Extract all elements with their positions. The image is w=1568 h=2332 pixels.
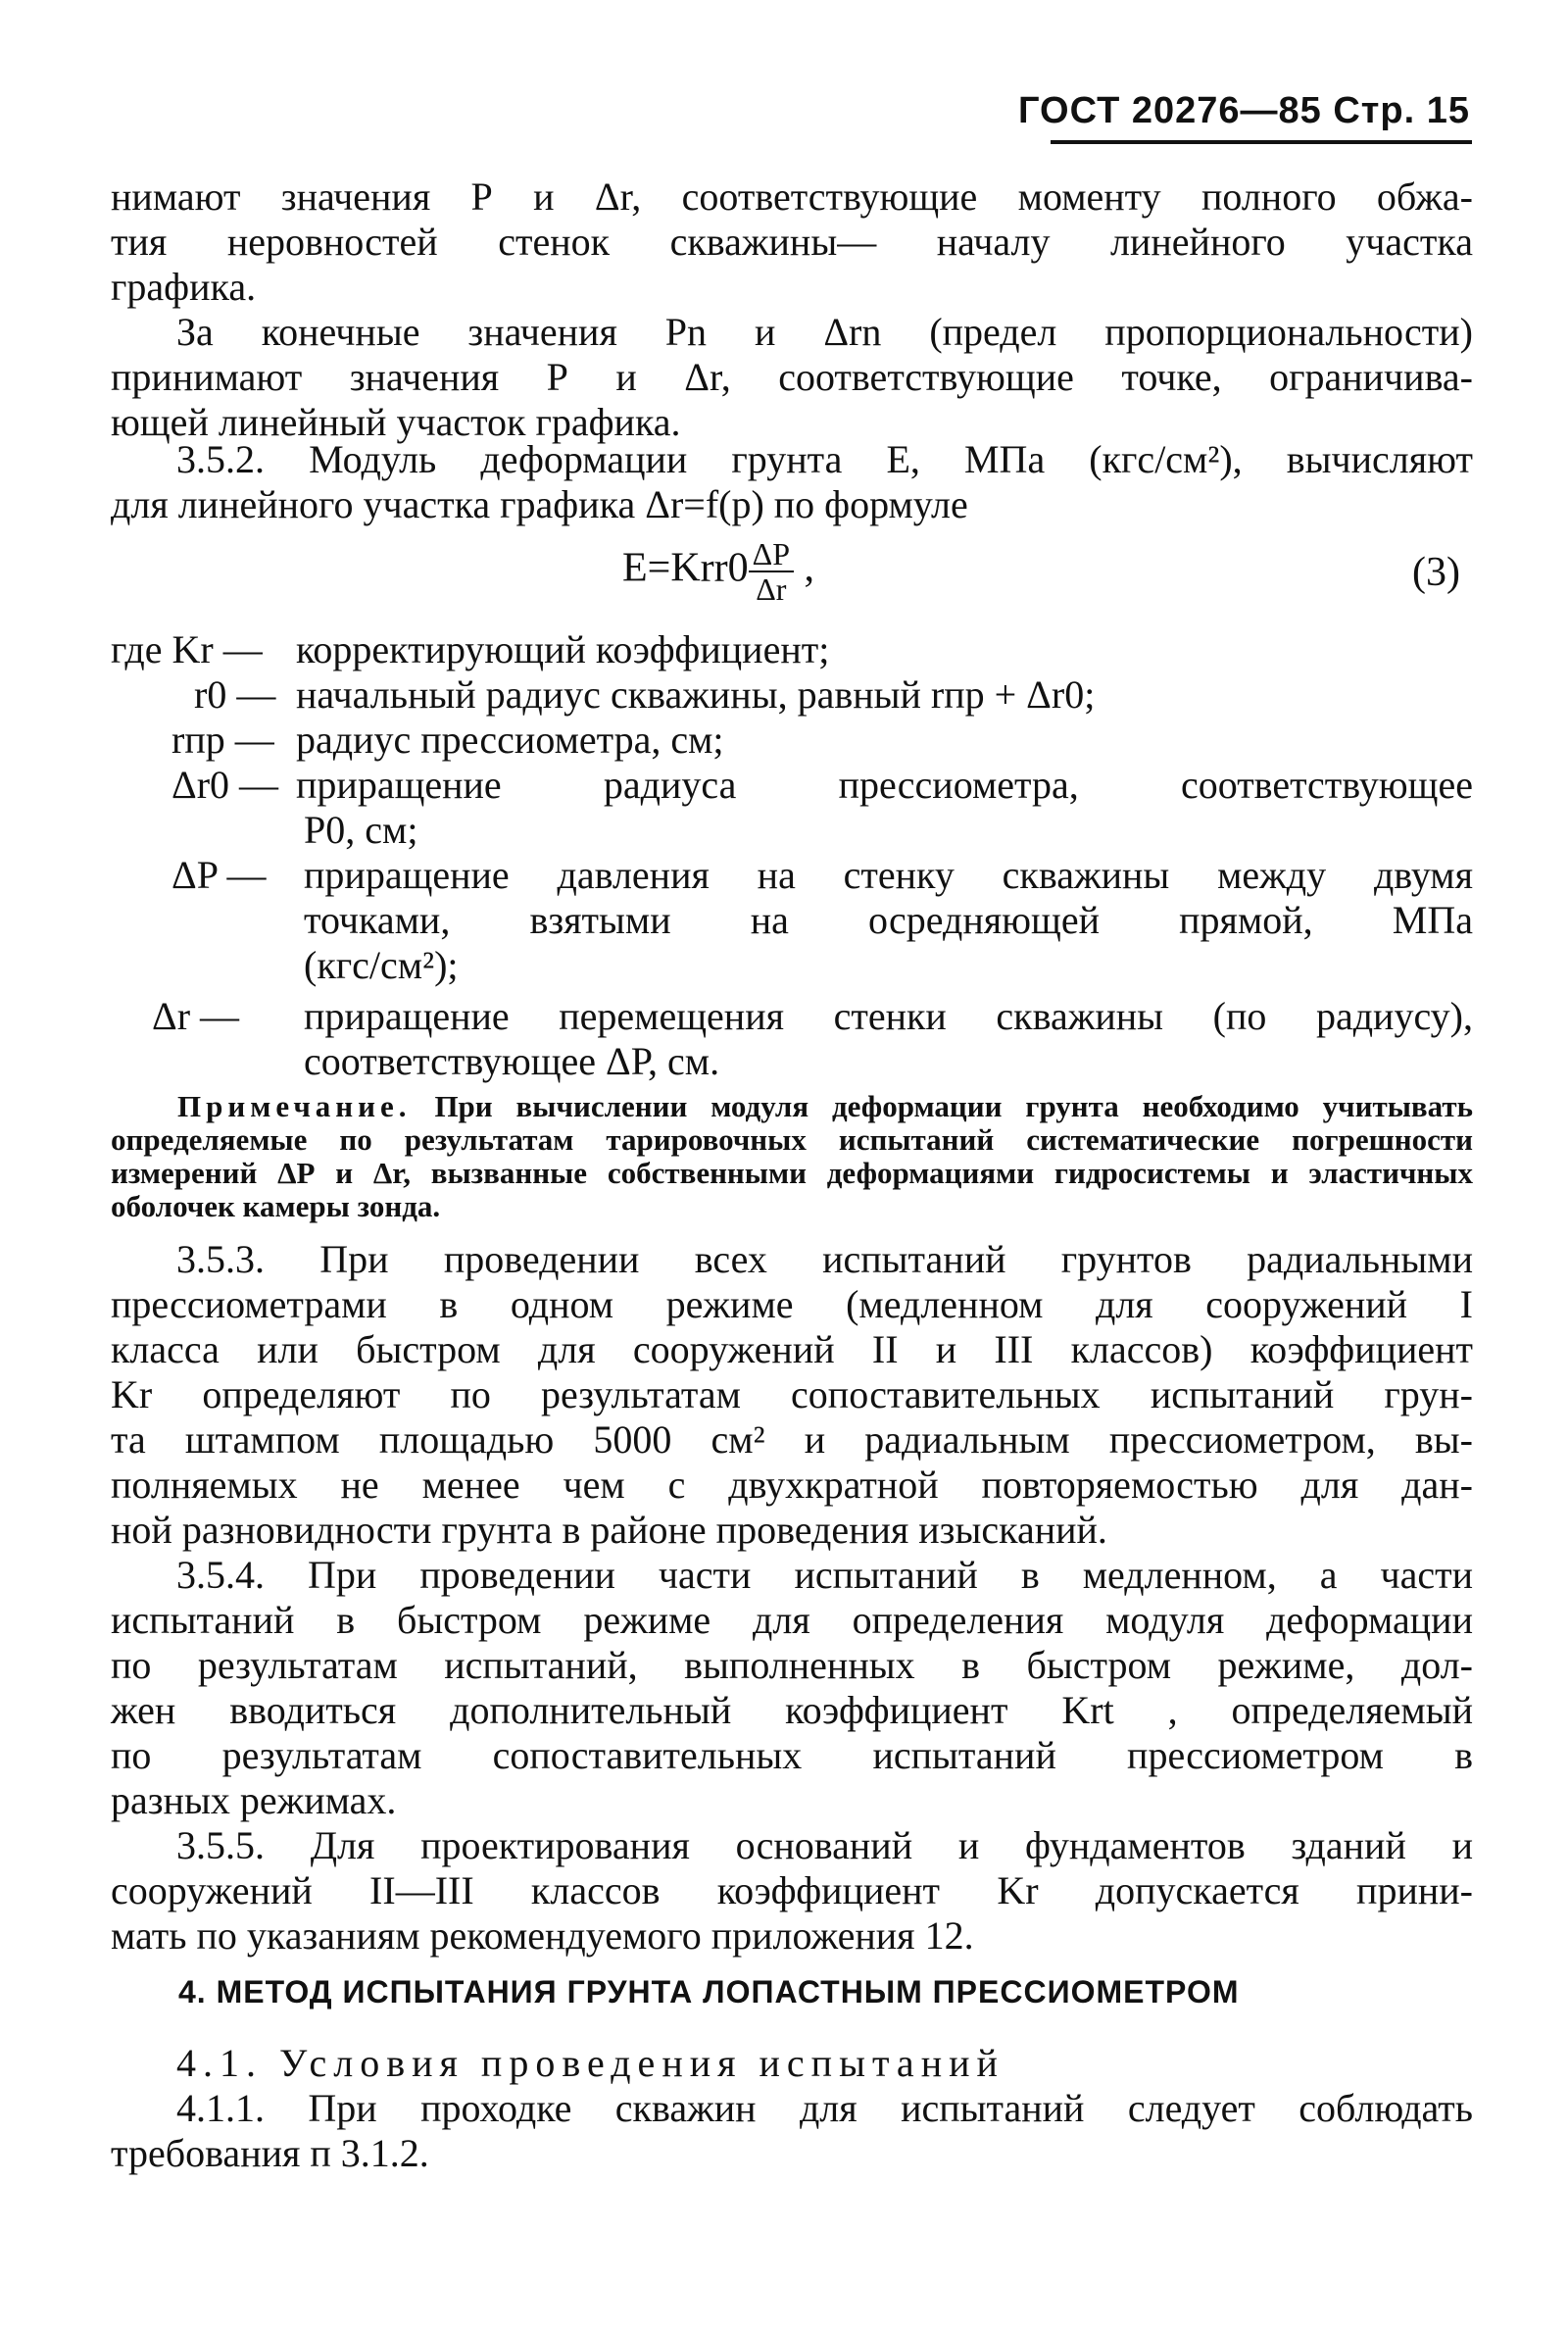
def-desc: соответствующее ΔР, см. bbox=[304, 1039, 720, 1083]
formula-lhs: Е=Krr0 bbox=[622, 545, 749, 591]
text-line: Kr определяют по результатам сопоставительных испытаний грун- bbox=[111, 1372, 1473, 1416]
header-rule bbox=[1051, 140, 1472, 144]
def-term: r0 — bbox=[194, 672, 276, 717]
def-desc: радиус прессиометра, см; bbox=[296, 718, 724, 762]
text-line: графика. bbox=[111, 265, 257, 309]
formula-numerator: ΔP bbox=[749, 537, 794, 572]
text-line: ной разновидности грунта в районе проведения изысканий. bbox=[111, 1508, 1107, 1552]
text-line: по результатам сопоставительных испытаний прессиометром в bbox=[111, 1733, 1473, 1777]
text-line: 3.5.2. Модуль деформации грунта Е, МПа (кгс/см²), вычисляют bbox=[176, 437, 1473, 481]
text-line: 3.5.5. Для проектирования оснований и фундаментов зданий и bbox=[176, 1823, 1473, 1867]
note-text: При вычислении модуля деформации грунта необходимо учитывать определяемые по результатам тарировочных испытаний систематические погрешности измерений ΔР и Δr, вызванные собственными деформациями гидросистемы и эластичных оболочек камеры зонда. bbox=[111, 1089, 1473, 1223]
section-heading: 4. МЕТОД ИСПЫТАНИЯ ГРУНТА ЛОПАСТНЫМ ПРЕССИОМЕТРОМ bbox=[178, 1974, 1240, 2009]
def-desc: (кгс/см²); bbox=[304, 943, 459, 987]
def-desc: Р0, см; bbox=[304, 808, 418, 852]
text-line: испытаний в быстром режиме для определения модуля деформации bbox=[111, 1598, 1473, 1642]
text-line: требования п 3.1.2. bbox=[111, 2131, 429, 2175]
text-line: для линейного участка графика Δr=f(p) по формуле bbox=[111, 482, 968, 526]
text-line: мать по указаниям рекомендуемого приложения 12. bbox=[111, 1913, 974, 1958]
text-line: принимают значения Р и Δr, соответствующие точке, ограничива- bbox=[111, 355, 1473, 399]
text-line: по результатам испытаний, выполненных в быстром режиме, дол- bbox=[111, 1643, 1473, 1687]
running-head: ГОСТ 20276—85 Стр. 15 bbox=[1017, 90, 1470, 131]
def-desc: приращение перемещения стенки скважины (по радиусу), bbox=[304, 994, 1473, 1038]
text-line: ющей линейный участок графика. bbox=[111, 400, 681, 444]
def-term: Δr — bbox=[152, 994, 240, 1038]
text-line: сооружений II—III классов коэффициент Kr допускается прини- bbox=[111, 1868, 1473, 1912]
formula-comma: , bbox=[804, 545, 815, 591]
text-line: 3.5.3. При проведении всех испытаний грунтов радиальными bbox=[176, 1237, 1473, 1281]
text-line: тия неровностей стенок скважины— началу линейного участка bbox=[111, 220, 1473, 264]
equation-number: (3) bbox=[1412, 550, 1460, 595]
text-line: нимают значения Р и Δr, соответствующие моменту полного обжа- bbox=[111, 174, 1473, 219]
formula-denominator: Δr bbox=[756, 571, 787, 607]
def-desc: точками, взятыми на осредняющей прямой, МПа bbox=[304, 898, 1473, 942]
text-line: разных режимах. bbox=[111, 1778, 397, 1822]
note-block bbox=[111, 1090, 1473, 1223]
subsection-heading: 4.1. Условия проведения испытаний bbox=[176, 2041, 1004, 2085]
def-desc: приращение давления на стенку скважины между двумя bbox=[304, 853, 1473, 897]
formula-fraction bbox=[749, 537, 794, 606]
text-line: класса или быстром для сооружений II и III классов) коэффициент bbox=[111, 1327, 1473, 1371]
def-desc: начальный радиус скважины, равный rпр + Δr0; bbox=[296, 672, 1096, 717]
text-line: жен вводиться дополнительный коэффициент Krt , определяемый bbox=[111, 1688, 1473, 1732]
def-desc: приращение радиуса прессиометра, соответствующее bbox=[296, 763, 1473, 807]
def-term: ΔP — bbox=[172, 853, 267, 897]
text-line: та штампом площадью 5000 см² и радиальным прессиометром, вы- bbox=[111, 1417, 1473, 1462]
formula bbox=[622, 537, 814, 606]
def-term: где Kr — bbox=[111, 627, 263, 671]
def-term: rпр — bbox=[172, 718, 274, 762]
text-line: 4.1.1. При проходке скважин для испытаний следует соблюдать bbox=[176, 2086, 1473, 2130]
text-line: полняемых не менее чем с двухкратной повторяемостью для дан- bbox=[111, 1463, 1473, 1507]
text-line: За конечные значения Рn и Δrn (предел пропорциональности) bbox=[176, 310, 1473, 354]
text-line: прессиометрами в одном режиме (медленном для сооружений I bbox=[111, 1282, 1473, 1326]
note-label: Примечание. bbox=[177, 1089, 412, 1123]
def-desc: корректирующий коэффициент; bbox=[296, 627, 830, 671]
text-line: 3.5.4. При проведении части испытаний в медленном, а части bbox=[176, 1553, 1473, 1597]
def-term: Δr0 — bbox=[172, 763, 279, 807]
